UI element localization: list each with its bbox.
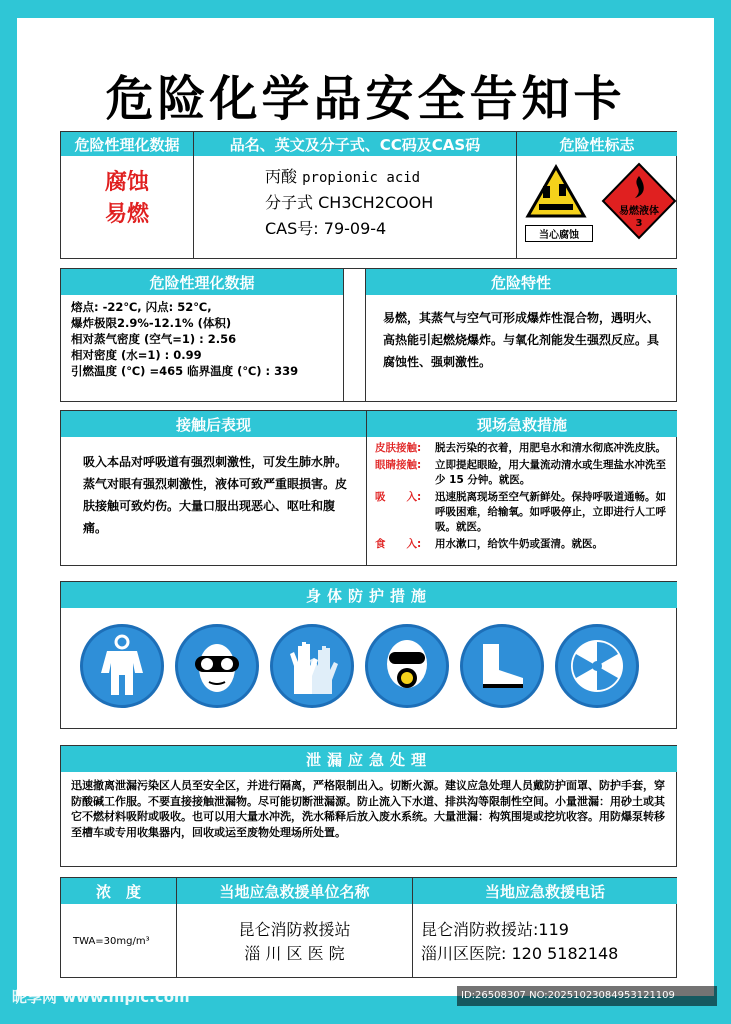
- symptoms-text: 吸入本品对呼吸道有强烈刺激性，可发生肺水肿。蒸气对眼有强烈刺激性，液体可致严重眼损害。皮肤接触可致灼伤。大量口服出现恶心、呕吐和腹痛。: [83, 455, 348, 535]
- cas-label: CAS号:: [265, 219, 319, 238]
- ppe-icon-row: [80, 624, 639, 708]
- leak-text: 迅速撤离泄漏污染区人员至安全区，并进行隔离，严格限制出入。切断火源。建议应急处理人员戴防护面罩、防护手套，穿防酸碱工作服。不要直接接触泄漏物。尽可能切断泄漏源。防止流入下水道、排洪沟等限制性空间。小量泄漏：用砂土或其它不燃材料吸附或吸收。也可以用大量水冲洗，洗水稀释后放入废水系统。大量泄漏：构筑围堤或挖坑收容。用防爆泵转移至槽车或专用收集器内，回收或运至废物处理场所处置。: [71, 779, 665, 839]
- gloves-icon: [270, 624, 354, 708]
- emergency-table: [60, 877, 677, 978]
- twa-value: TWA=30mg/m³: [73, 936, 150, 947]
- boots-icon: [460, 624, 544, 708]
- physchem-line: 爆炸极限2.9%-12.1% (体积): [71, 316, 232, 330]
- first-aid-label: 食 入:: [375, 538, 422, 550]
- physchem-line: 熔点: -22℃, 闪点: 52℃,: [71, 300, 212, 314]
- physchem-lines: [71, 299, 341, 379]
- rescue-unit: 昆仑消防救援站: [238, 920, 351, 939]
- physchem-line: 相对密度 (水=1) : 0.99: [71, 348, 202, 362]
- watermark-logo: 昵享网 www.nipic.com: [12, 988, 190, 1006]
- formula-row: [265, 190, 433, 213]
- first-aid-item: [375, 537, 671, 552]
- first-aid-text: 迅速脱离现场至空气新鲜处。保持呼吸道通畅。如呼吸困难，给输氧。如呼吸停止，立即进行人工呼吸。就医。: [435, 491, 666, 533]
- col3-header: 危险性标志: [517, 132, 677, 156]
- first-aid-item: [375, 458, 671, 488]
- danger-word-corrosive: 腐蚀: [104, 170, 149, 195]
- protective-suit-icon: [80, 624, 164, 708]
- flammable-sign-class: 3: [635, 218, 643, 229]
- symptoms-header: 接触后表现: [61, 411, 366, 437]
- protection-table: [60, 581, 677, 729]
- hazard-header: 危险特性: [365, 269, 677, 295]
- physchem-line: 相对蒸气密度 (空气=1) : 2.56: [71, 332, 237, 346]
- leak-header: 泄漏应急处理: [61, 746, 677, 772]
- rescue-unit: 淄 川 区 医 院: [244, 944, 345, 963]
- leak-table: [60, 745, 677, 867]
- protection-header: 身体防护措施: [61, 582, 677, 608]
- concentration-header: 浓 度: [61, 878, 176, 904]
- danger-word-flammable: 易燃: [104, 202, 149, 227]
- rescue-unit-header: 当地应急救援单位名称: [177, 878, 412, 904]
- rescue-phone-header: 当地应急救援电话: [413, 878, 677, 904]
- flammable-liquid-sign: [601, 162, 677, 242]
- corrosive-sign: [525, 164, 593, 240]
- corrosive-sign-label: 当心腐蚀: [525, 225, 593, 242]
- corrosive-icon: [525, 164, 587, 220]
- formula-value: CH3CH2COOH: [318, 193, 434, 212]
- rescue-phone: 昆仑消防救援站:119: [421, 920, 569, 939]
- chemical-name-row: [265, 164, 420, 187]
- first-aid-text: 脱去污染的衣着，用肥皂水和清水彻底冲洗皮肤。: [435, 442, 666, 454]
- first-aid-item: [375, 441, 671, 456]
- cas-row: [265, 216, 386, 239]
- col1-header: 危险性理化数据: [61, 132, 193, 156]
- safety-card: [17, 18, 714, 996]
- formula-label: 分子式: [265, 193, 314, 212]
- rescue-units: [177, 918, 412, 966]
- rescue-phones: [421, 918, 671, 966]
- gas-mask-icon: [365, 624, 449, 708]
- first-aid-label: 吸 入:: [375, 491, 422, 503]
- identity-table: [60, 131, 677, 259]
- col2-header: 品名、英文及分子式、CC码及CAS码: [194, 132, 516, 156]
- physchem-line: 引燃温度 (℃) =465 临界温度 (℃) : 339: [71, 364, 299, 378]
- physchem-hazard-table: [60, 268, 677, 402]
- cas-value: 79-09-4: [323, 219, 387, 238]
- watermark-id: ID:26508307 NO:20251023084953121109: [457, 986, 717, 1006]
- danger-words: [61, 156, 193, 242]
- first-aid-item: [375, 490, 671, 535]
- goggles-icon: [175, 624, 259, 708]
- symptoms-firstaid-table: [60, 410, 677, 566]
- page-title: 危险化学品安全告知卡: [105, 71, 626, 127]
- flammable-sign-label: 易燃液体: [619, 206, 659, 217]
- rescue-phone: 淄川区医院: 120 5182148: [421, 944, 619, 963]
- first-aid-text: 用水漱口，给饮牛奶或蛋清。就医。: [435, 538, 603, 550]
- first-aid-label: 皮肤接触:: [375, 442, 422, 454]
- physchem-header: 危险性理化数据: [61, 269, 343, 295]
- ventilation-fan-icon: [555, 624, 639, 708]
- chemical-name-en: propionic acid: [302, 170, 421, 186]
- first-aid-header: 现场急救措施: [367, 411, 677, 437]
- first-aid-label: 眼睛接触:: [375, 459, 422, 471]
- chemical-name-cn: 丙酸: [265, 167, 298, 186]
- first-aid-list: [375, 441, 671, 552]
- first-aid-text: 立即提起眼睑，用大量流动清水或生理盐水冲洗至少 15 分钟。就医。: [435, 459, 666, 486]
- hazard-text: 易燃，其蒸气与空气可形成爆炸性混合物，遇明火、高热能引起燃烧爆炸。与氧化剂能发生强烈反应。具腐蚀性、强刺激性。: [383, 311, 660, 369]
